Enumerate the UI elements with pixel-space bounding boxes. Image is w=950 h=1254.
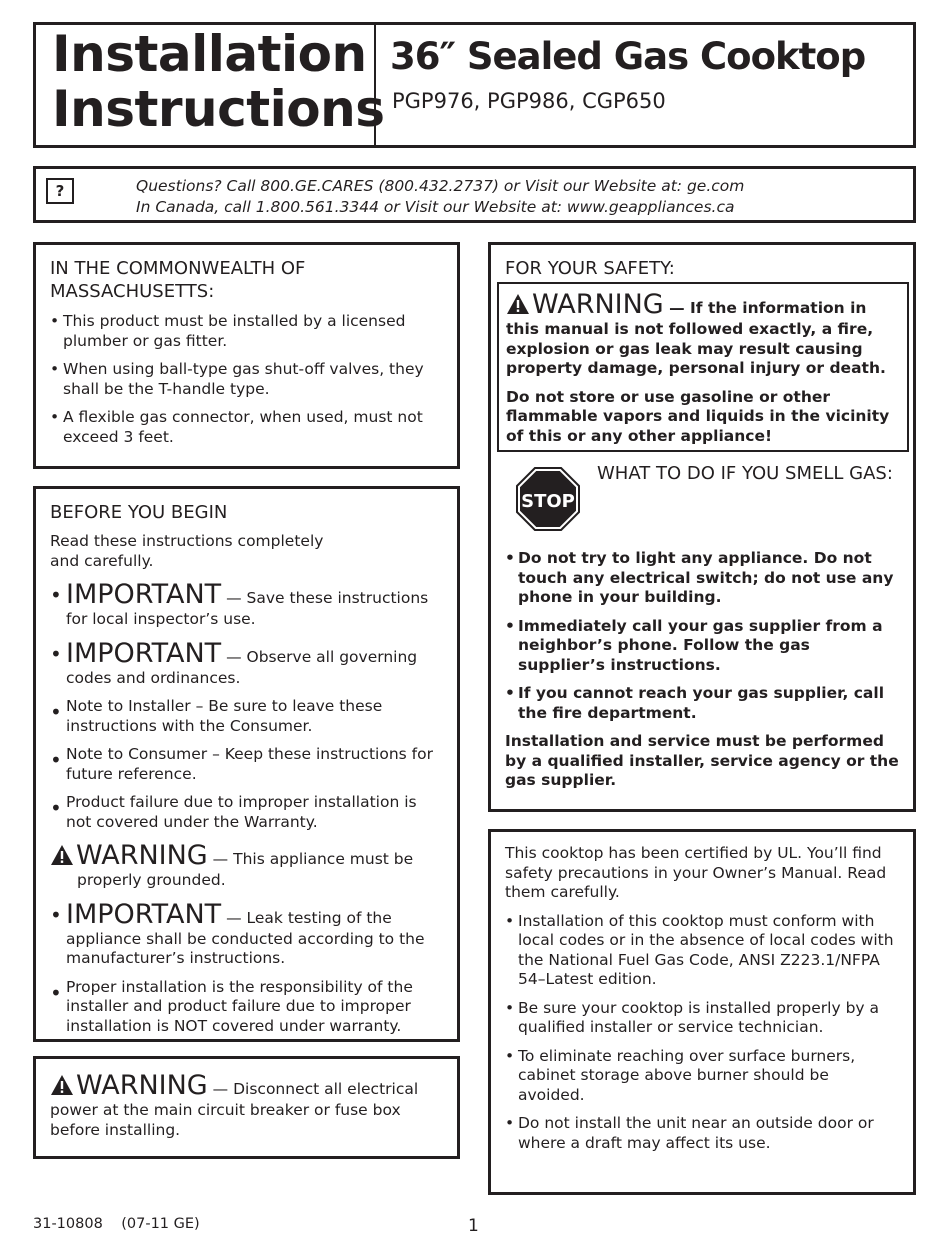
list-item: • Immediately call your gas supplier from a neighbor’s phone. Follow the gas supplier’s instructions.: [505, 617, 899, 676]
warning-text: — If the information in this manual is not followed exactly, a fire, explosion or gas leak may result causing property damage, personal injury or death.: [506, 299, 886, 377]
massachusetts-list: [50, 312, 443, 447]
important-label: IMPORTANT: [66, 898, 222, 930]
list-item: • Product failure due to improper installation is not covered under the Warranty.: [50, 793, 443, 832]
list-item: • Note to Consumer – Keep these instructions for future reference.: [50, 745, 443, 784]
warning-text: — Disconnect all electrical power at the main circuit breaker or fuse box before installing.: [50, 1080, 419, 1139]
list-item: • This product must be installed by a licensed plumber or gas fitter.: [50, 312, 443, 351]
stop-sign-label: STOP: [521, 491, 575, 512]
warning-label: WARNING: [76, 1070, 208, 1101]
warning-triangle-icon: [50, 844, 74, 866]
massachusetts-box: [33, 242, 460, 469]
stop-sign-icon: [515, 466, 581, 532]
before-list-2: [50, 900, 443, 1037]
important-label: IMPORTANT: [66, 637, 222, 669]
massachusetts-heading-line-1: IN THE COMMONWEALTH OF: [50, 258, 306, 279]
electrical-warning: [50, 1071, 443, 1140]
warning-label: WARNING: [532, 289, 664, 320]
safety-warning-box: [497, 282, 909, 452]
before-intro: Read these instructions completely and carefully.: [50, 532, 324, 570]
before-you-begin-box: [33, 486, 460, 1042]
smell-gas-heading: WHAT TO DO IF YOU SMELL GAS:: [597, 463, 893, 484]
document-title: [52, 27, 385, 137]
list-item: • Proper installation is the responsibility of the installer and product failure due to improper installation is NOT covered under warranty.: [50, 978, 443, 1037]
list-item: • A flexible gas connector, when used, must not exceed 3 feet.: [50, 408, 443, 447]
list-item-text: — Observe all governing codes and ordinances.: [66, 647, 418, 687]
list-item: • When using ball-type gas shut-off valves, they shall be the T-handle type.: [50, 360, 443, 399]
model-numbers: PGP976, PGP986, CGP650: [392, 89, 666, 113]
list-item: • To eliminate reaching over surface burners, cabinet storage above burner should be avoided.: [505, 1047, 899, 1106]
grounding-warning: [50, 841, 443, 891]
warning-label: WARNING: [76, 840, 208, 871]
safety-closing: Installation and service must be performed by a qualified installer, service agency or the gas supplier.: [505, 732, 899, 789]
list-item: • Note to Installer – Be sure to leave these instructions with the Consumer.: [50, 697, 443, 736]
ul-intro: This cooktop has been certified by UL. You’ll find safety precautions in your Owner’s Manual. Read them carefully.: [505, 844, 887, 901]
questions-line-1: Questions? Call 800.GE.CARES (800.432.2737) or Visit our Website at: ge.com: [136, 177, 745, 195]
electrical-warning-box: [33, 1056, 460, 1159]
smell-gas-row: [505, 462, 899, 540]
questions-bar: [33, 166, 916, 223]
question-mark-icon: ?: [46, 178, 74, 204]
list-item-text: — Leak testing of the appliance shall be conducted according to the manufacturer’s instructions.: [66, 908, 425, 967]
product-name: 36″ Sealed Gas Cooktop: [390, 35, 866, 78]
ul-certification-box: [488, 829, 916, 1195]
list-item: [50, 900, 443, 969]
list-item: • If you cannot reach your gas supplier, call the fire department.: [505, 684, 899, 723]
header-divider: [374, 25, 376, 145]
list-item-text: — Save these instructions for local inspector’s use.: [66, 589, 429, 628]
safety-warning: [506, 290, 899, 379]
list-item: • Installation of this cooktop must conform with local codes or in the absence of local codes with the National Fuel Gas Code, ANSI Z223.1/NFPA 54–Latest edition.: [505, 912, 899, 990]
safety-list: [505, 549, 899, 723]
questions-line-2: In Canada, call 1.800.561.3344 or Visit our Website at: www.geappliances.ca: [136, 198, 735, 216]
page-number: 1: [468, 1216, 479, 1236]
header-box: [33, 22, 916, 148]
list-item: • Do not try to light any appliance. Do not touch any electrical switch; do not use any phone in your building.: [505, 549, 899, 608]
warning-triangle-icon: [506, 293, 530, 315]
warning-triangle-icon: [50, 1074, 74, 1096]
list-item: [50, 580, 443, 630]
ul-list: [505, 912, 899, 1154]
safety-warning-2: Do not store or use gasoline or other flammable vapors and liquids in the vicinity of this or any other appliance!: [506, 387, 890, 445]
safety-box: [488, 242, 916, 812]
title-line-1: Installation: [52, 25, 367, 83]
list-item: • Do not install the unit near an outside door or where a draft may affect its use.: [505, 1114, 899, 1153]
document-code: 31-10808 (07-11 GE): [33, 1216, 200, 1232]
list-item: [50, 639, 443, 689]
list-item: • Be sure your cooktop is installed properly by a qualified installer or service technician.: [505, 999, 899, 1038]
before-list: [50, 580, 443, 832]
massachusetts-heading: [50, 257, 443, 303]
safety-heading: FOR YOUR SAFETY:: [505, 258, 675, 279]
warning-text: — This appliance must be properly grounded.: [77, 850, 414, 889]
before-heading: BEFORE YOU BEGIN: [50, 502, 228, 523]
title-line-2: Instructions: [52, 80, 385, 138]
massachusetts-heading-line-2: MASSACHUSETTS:: [50, 281, 215, 302]
important-label: IMPORTANT: [66, 579, 222, 610]
